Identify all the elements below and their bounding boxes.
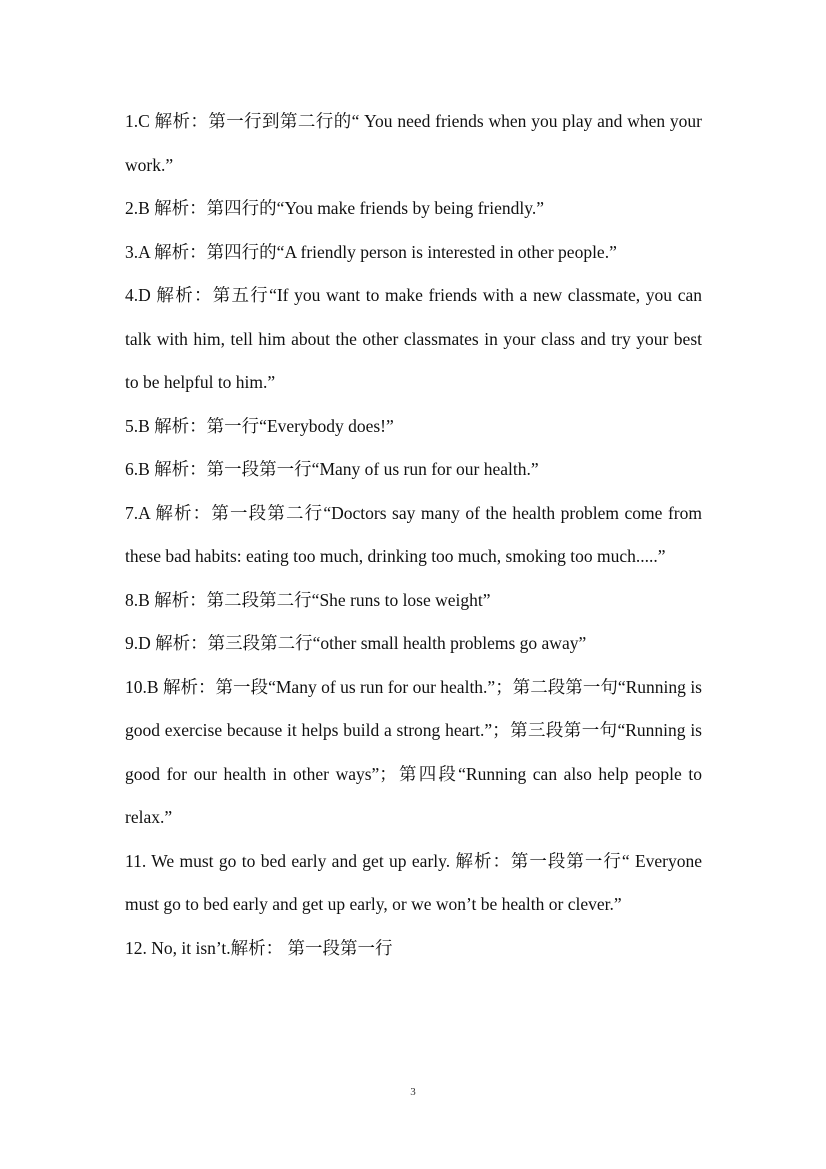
answer-entry-1: 1.C 解析：第一行到第二行的“ You need friends when you play and when your work.” — [125, 111, 702, 175]
page-number: 3 — [410, 1086, 416, 1098]
answer-entry-10: 10.B 解析：第一段“Many of us run for our health.”；第二段第一句“Running is good exercise because it helps build a strong heart.”；第三段第一句“Running is good for our health in other ways”；第四段“Running can also help people to relax.” — [125, 676, 702, 827]
answer-entry-11: 11. We must go to bed early and get up early. 解析：第一段第一行“ Everyone must go to bed early and get up early, or we won’t be health or clever.” — [125, 850, 702, 914]
answer-key — [125, 100, 702, 970]
answer-entry-4: 4.D 解析：第五行“If you want to make friends with a new classmate, you can talk with him, tell him about the other classmates in your class and try your best to be helpful to him.” — [125, 285, 702, 392]
answer-entry-9: 9.D 解析：第三段第二行“other small health problems go away” — [125, 633, 587, 653]
answer-entry-5: 5.B 解析：第一行“Everybody does!” — [125, 415, 394, 436]
answer-entry-7: 7.A 解析：第一段第二行“Doctors say many of the health problem come from these bad habits: eating too much, drinking too much, smoking too much.....” — [125, 502, 702, 566]
answer-entry-3: 3.A 解析：第四行的“A friendly person is interested in other people.” — [125, 241, 617, 262]
answer-entry-12: 12. No, it isn’t.解析： 第一段第一行 — [125, 937, 393, 958]
answer-entry-2: 2.B 解析：第四行的“You make friends by being friendly.” — [125, 198, 544, 218]
answer-entry-6: 6.B 解析：第一段第一行“Many of us run for our health.” — [125, 459, 539, 479]
answer-entry-8: 8.B 解析：第二段第二行“She runs to lose weight” — [125, 589, 491, 610]
